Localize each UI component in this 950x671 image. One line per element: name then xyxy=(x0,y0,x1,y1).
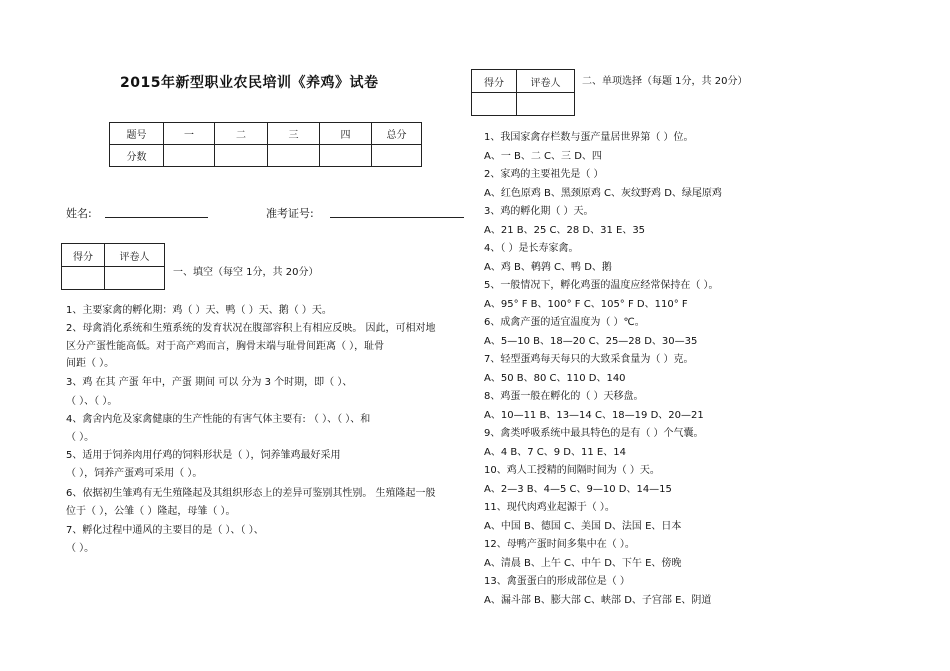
section2-heading: 二、单项选择（每题 1分，共 20分） xyxy=(582,76,748,87)
score-table-header-cell: 二 xyxy=(215,123,268,145)
name-label: 姓名: xyxy=(66,207,92,220)
section2-question: 10、鸡人工授精的间隔时间为（ ）天。 xyxy=(484,465,660,476)
section2-grader-cell[interactable] xyxy=(517,93,575,116)
section1-grader-box xyxy=(61,243,165,290)
section2-options: A、一 B、二 C、三 D、四 xyxy=(484,150,602,162)
section1-grader-cell[interactable] xyxy=(105,267,165,290)
section2-score-cell[interactable] xyxy=(472,93,517,116)
section1-line: 间距（ ）。 xyxy=(66,358,115,369)
section1-line: 5、适用于饲养肉用仔鸡的饲料形状是（ ），饲养雏鸡最好采用 xyxy=(66,450,341,461)
score-cell[interactable] xyxy=(372,145,422,167)
section1-line: 6、依据初生雏鸡有无生殖隆起及其组织形态上的差异可鉴别其性别。 生殖隆起一般 xyxy=(66,488,436,499)
section2-question: 13、禽蛋蛋白的形成部位是（ ） xyxy=(484,576,630,587)
score-table-score-row xyxy=(110,145,422,167)
section2-options: A、10—11 B、13—14 C、18—19 D、20—21 xyxy=(484,409,704,421)
score-table-header-cell: 总分 xyxy=(372,123,422,145)
section1-line: 2、母禽消化系统和生殖系统的发育状况在腹部容积上有相应反映。 因此，可相对地 xyxy=(66,323,436,334)
score-cell[interactable] xyxy=(215,145,268,167)
section2-question: 4、（ ）是长寿家禽。 xyxy=(484,243,579,254)
score-table-header-row xyxy=(110,123,422,145)
section1-line: （ ）。 xyxy=(66,543,95,554)
grader-label: 评卷人 xyxy=(105,244,165,267)
score-table-header-cell: 题号 xyxy=(110,123,164,145)
score-label: 得分 xyxy=(62,244,105,267)
score-row-label: 分数 xyxy=(110,145,164,167)
section2-options: A、4 B、7 C、9 D、11 E、14 xyxy=(484,446,626,458)
section2-question: 12、母鸭产蛋时间多集中在（ ）。 xyxy=(484,539,635,550)
name-field[interactable] xyxy=(105,217,208,218)
score-table xyxy=(109,122,422,167)
section1-line: （ ）。 xyxy=(66,432,95,443)
section2-options: A、95° F B、100° F C、105° F D、110° F xyxy=(484,298,688,310)
section1-line: 区分产蛋性能高低。对于高产鸡而言，胸骨末端与耻骨间距离（ ），耻骨 xyxy=(66,341,385,352)
section2-question: 1、我国家禽存栏数与蛋产量居世界第（ ）位。 xyxy=(484,132,694,143)
section2-question: 5、一般情况下，孵化鸡蛋的温度应经常保持在（ ）。 xyxy=(484,280,719,291)
exam-title: 2015年新型职业农民培训《养鸡》试卷 xyxy=(120,75,379,91)
section2-question: 2、家鸡的主要祖先是（ ） xyxy=(484,169,604,180)
section2-options: A、红色原鸡 B、黑颈原鸡 C、灰纹野鸡 D、绿尾原鸡 xyxy=(484,187,722,199)
section1-line: 4、禽舍内危及家禽健康的生产性能的有害气体主要有: （ ）、（ ）、和 xyxy=(66,414,371,425)
section1-line: （ ）、（ ）。 xyxy=(66,396,118,407)
section2-options: A、2—3 B、4—5 C、9—10 D、14—15 xyxy=(484,483,672,495)
exam-id-field[interactable] xyxy=(330,217,464,218)
score-cell[interactable] xyxy=(268,145,320,167)
section2-options: A、5—10 B、18—20 C、25—28 D、30—35 xyxy=(484,335,698,347)
score-table-header-cell: 四 xyxy=(320,123,372,145)
section1-heading: 一、填空（每空 1分，共 20分） xyxy=(173,267,319,278)
section2-options: A、50 B、80 C、110 D、140 xyxy=(484,372,626,384)
section2-question: 8、鸡蛋一般在孵化的（ ）天移盘。 xyxy=(484,391,644,402)
score-cell[interactable] xyxy=(320,145,372,167)
section1-line: 1、主要家禽的孵化期：鸡（ ）天、鸭（ ）天、鹅（ ）天。 xyxy=(66,305,332,316)
section2-options: A、鸡 B、鹌鹑 C、鸭 D、鹅 xyxy=(484,261,612,273)
section2-options: A、21 B、25 C、28 D、31 E、35 xyxy=(484,224,646,236)
section2-question: 9、禽类呼吸系统中最具特色的是有（ ）个气囊。 xyxy=(484,428,704,439)
section2-options: A、漏斗部 B、膨大部 C、峡部 D、子宫部 E、阴道 xyxy=(484,594,712,606)
section2-question: 11、现代肉鸡业起源于（ ）。 xyxy=(484,502,615,513)
section1-score-cell[interactable] xyxy=(62,267,105,290)
section2-question: 3、鸡的孵化期（ ）天。 xyxy=(484,206,594,217)
score-label: 得分 xyxy=(472,70,517,93)
score-table-header-cell: 一 xyxy=(164,123,215,145)
score-cell[interactable] xyxy=(164,145,215,167)
exam-id-label: 准考证号: xyxy=(266,207,314,220)
grader-label: 评卷人 xyxy=(517,70,575,93)
section1-line: 3、鸡 在其 产蛋 年中，产蛋 期间 可以 分为 3 个时期，即（ ）、 xyxy=(66,377,353,388)
section1-line: 7、孵化过程中通风的主要目的是（ ）、（ ）、 xyxy=(66,525,264,536)
section2-question: 6、成禽产蛋的适宜温度为（ ）℃。 xyxy=(484,317,645,328)
section1-line: 位于（ ），公雏（ ）隆起，母雏（ ）。 xyxy=(66,506,236,517)
section2-options: A、清晨 B、上午 C、中午 D、下午 E、傍晚 xyxy=(484,557,682,569)
section1-line: （ ），饲养产蛋鸡可采用（ ）。 xyxy=(66,468,203,479)
section2-grader-box xyxy=(471,69,575,116)
section2-options: A、中国 B、德国 C、美国 D、法国 E、日本 xyxy=(484,520,682,532)
section2-question: 7、轻型蛋鸡每天每只的大致采食量为（ ）克。 xyxy=(484,354,694,365)
score-table-header-cell: 三 xyxy=(268,123,320,145)
